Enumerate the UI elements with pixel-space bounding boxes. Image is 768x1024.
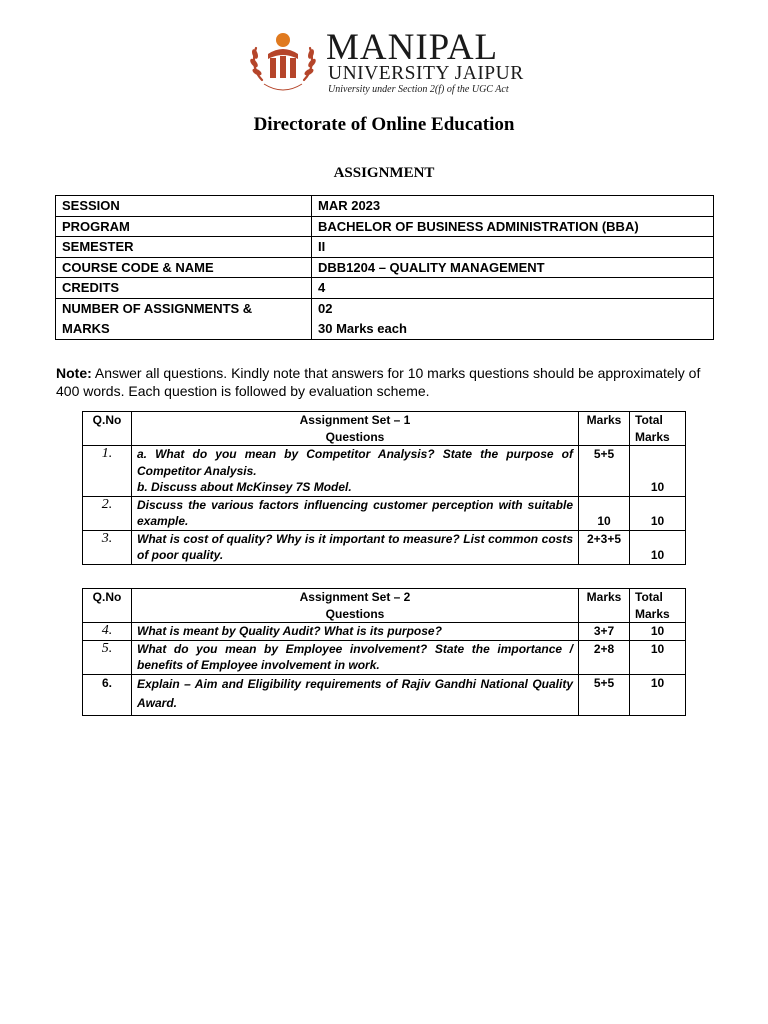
program-value: BACHELOR OF BUSINESS ADMINISTRATION (BBA) bbox=[312, 216, 714, 237]
note-label: Note: bbox=[56, 365, 92, 381]
semester-label: SEMESTER bbox=[56, 237, 312, 258]
question-number: 5. bbox=[83, 640, 132, 674]
question-total: 10 bbox=[630, 446, 686, 497]
question-total: 10 bbox=[630, 496, 686, 530]
header-set-title: Assignment Set – 1 bbox=[299, 413, 411, 427]
university-logo bbox=[248, 28, 538, 96]
question-marks: 5+5 bbox=[579, 446, 630, 497]
table-row bbox=[83, 623, 686, 641]
header-questions bbox=[132, 589, 579, 623]
question-text: What is cost of quality? Why is it important to measure? List common costs of poor quality. bbox=[132, 530, 579, 564]
course-label: COURSE CODE & NAME bbox=[56, 257, 312, 278]
table-row bbox=[83, 640, 686, 674]
question-marks: 2+3+5 bbox=[579, 530, 630, 564]
question-marks: 2+8 bbox=[579, 640, 630, 674]
logo-tagline: University under Section 2(f) of the UGC Act bbox=[328, 84, 509, 95]
header-marks: Marks bbox=[579, 589, 630, 623]
manipal-emblem-icon bbox=[248, 28, 318, 96]
assignment-set-1-table bbox=[82, 411, 686, 565]
assignments-label bbox=[56, 298, 312, 339]
logo-subtitle: UNIVERSITY JAIPUR bbox=[328, 63, 524, 84]
question-total: 10 bbox=[630, 530, 686, 564]
credits-value: 4 bbox=[312, 278, 714, 299]
question-part-a: a. What do you mean by Competitor Analysis? State the purpose of Competitor Analysis. bbox=[137, 447, 573, 478]
table-row bbox=[56, 216, 714, 237]
question-text: Discuss the various factors influencing customer perception with suitable example. bbox=[132, 496, 579, 530]
note-paragraph bbox=[56, 364, 718, 400]
header-questions bbox=[132, 412, 579, 446]
directorate-heading: Directorate of Online Education bbox=[253, 114, 515, 135]
question-part-b: b. Discuss about McKinsey 7S Model. bbox=[137, 480, 352, 494]
header-total bbox=[630, 412, 686, 446]
assignments-marks: 30 Marks each bbox=[318, 320, 407, 336]
header-total-line1: Total bbox=[635, 590, 663, 604]
assignment-heading: ASSIGNMENT bbox=[333, 165, 435, 181]
assignments-value bbox=[312, 298, 714, 339]
question-marks: 3+7 bbox=[579, 623, 630, 641]
header-questions-label: Questions bbox=[325, 429, 385, 444]
table-row bbox=[83, 530, 686, 564]
semester-value: II bbox=[312, 237, 714, 258]
table-header-row bbox=[83, 412, 686, 446]
question-text: What do you mean by Employee involvement? State the importance / benefits of Employee involvement in work. bbox=[132, 640, 579, 674]
header-qno: Q.No bbox=[83, 589, 132, 623]
assignments-label-line2: MARKS bbox=[62, 320, 110, 336]
course-info-table bbox=[55, 195, 714, 340]
question-marks: 5+5 bbox=[579, 674, 630, 715]
question-number: 6. bbox=[83, 674, 132, 715]
table-row bbox=[56, 278, 714, 299]
question-marks: 10 bbox=[579, 496, 630, 530]
table-row bbox=[83, 674, 686, 715]
header-total-line2: Marks bbox=[635, 429, 670, 444]
assignment-set-2-table bbox=[82, 588, 686, 716]
session-value: MAR 2023 bbox=[312, 196, 714, 217]
table-row bbox=[83, 496, 686, 530]
question-total: 10 bbox=[630, 623, 686, 641]
header-total bbox=[630, 589, 686, 623]
question-number: 1. bbox=[83, 446, 132, 497]
header-qno: Q.No bbox=[83, 412, 132, 446]
question-total: 10 bbox=[630, 674, 686, 715]
table-row bbox=[56, 237, 714, 258]
assignments-count: 02 bbox=[318, 300, 333, 316]
header-total-line1: Total bbox=[635, 413, 663, 427]
header-marks: Marks bbox=[579, 412, 630, 446]
course-value: DBB1204 – QUALITY MANAGEMENT bbox=[312, 257, 714, 278]
program-label: PROGRAM bbox=[56, 216, 312, 237]
question-number: 2. bbox=[83, 496, 132, 530]
header-set-title: Assignment Set – 2 bbox=[299, 590, 411, 604]
session-label: SESSION bbox=[56, 196, 312, 217]
question-number: 4. bbox=[83, 623, 132, 641]
assignments-label-line1: NUMBER OF ASSIGNMENTS & bbox=[62, 300, 253, 316]
question-text bbox=[132, 446, 579, 497]
note-text: Answer all questions. Kindly note that answers for 10 marks questions should be approximately of 400 words. Each question is followed by evaluation scheme. bbox=[56, 365, 701, 399]
table-header-row bbox=[83, 589, 686, 623]
question-total: 10 bbox=[630, 640, 686, 674]
logo-title: MANIPAL bbox=[326, 27, 499, 68]
table-row bbox=[56, 257, 714, 278]
credits-label: CREDITS bbox=[56, 278, 312, 299]
question-number: 3. bbox=[83, 530, 132, 564]
header-total-line2: Marks bbox=[635, 606, 670, 621]
table-row bbox=[56, 196, 714, 217]
question-text: What is meant by Quality Audit? What is its purpose? bbox=[132, 623, 579, 641]
header-questions-label: Questions bbox=[325, 606, 385, 621]
table-row bbox=[83, 446, 686, 497]
table-row bbox=[56, 298, 714, 339]
question-text: Explain – Aim and Eligibility requirements of Rajiv Gandhi National Quality Award. bbox=[132, 674, 579, 715]
